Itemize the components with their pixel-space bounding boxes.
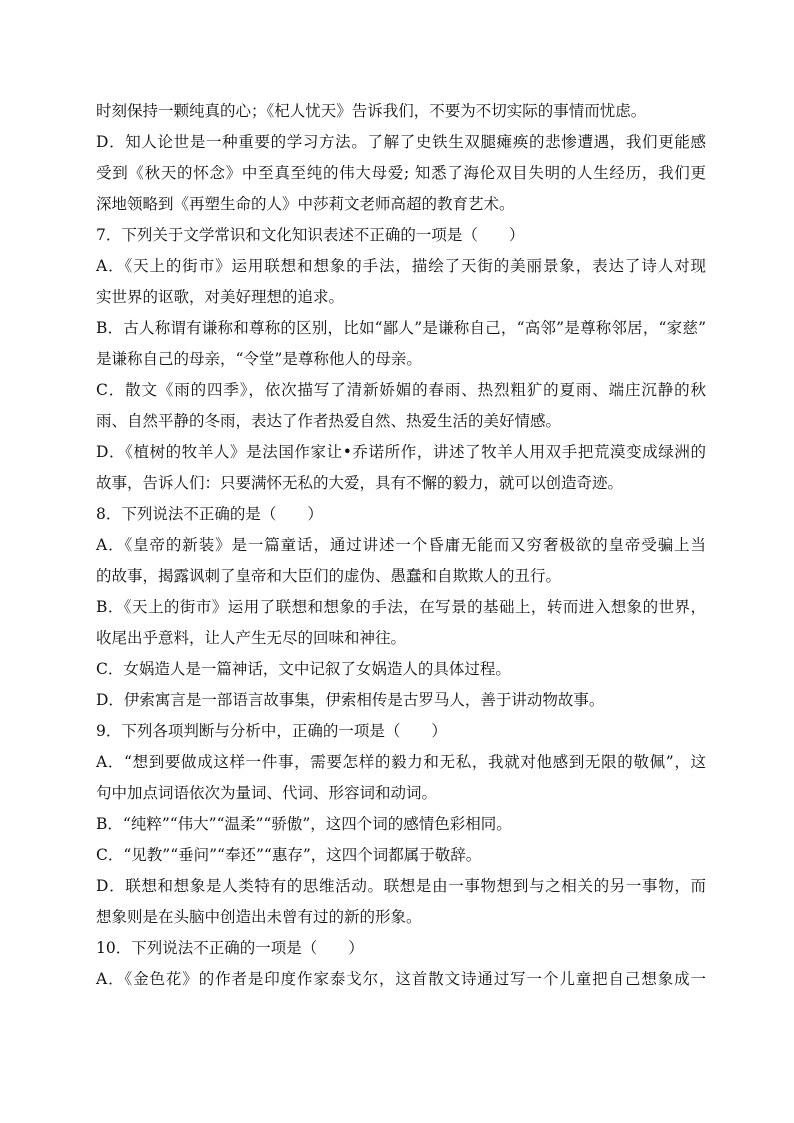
text-line: B．古人称谓有谦称和尊称的区别，比如“鄙人”是谦称自己，“高邻”是尊称邻居，“家慈” [96, 319, 706, 337]
text-line: 雨、自然平静的冬雨，表达了作者热爱自然、热爱生活的美好情感。 [96, 412, 562, 430]
question-10-stem: 10．下列说法不正确的一项是（ ） [96, 939, 364, 957]
text-line: A．《天上的街市》运用联想和想象的手法，描绘了天街的美丽景象，表达了诗人对现 [96, 257, 706, 275]
text-line: B．《天上的街市》运用了联想和想象的手法，在写景的基础上，转而进入想象的世界， [96, 598, 706, 616]
text-line: A．《金色花》的作者是印度作家泰戈尔，这首散文诗通过写一个儿童把自己想象成一 [96, 970, 706, 988]
text-line: 的故事，揭露讽刺了皇帝和大臣们的虚伪、愚蠢和自欺欺人的丑行。 [96, 567, 562, 585]
text-line: 收尾出乎意料，让人产生无尽的回味和神往。 [96, 629, 407, 647]
text-line: C．女娲造人是一篇神话，文中记叙了女娲造人的具体过程。 [96, 660, 511, 678]
document-body [96, 96, 706, 995]
text-line: 想象则是在头脑中创造出未曾有过的新的形象。 [96, 908, 422, 926]
text-line: D．联想和想象是人类特有的思维活动。联想是由一事物想到与之相关的另一事物，而 [96, 877, 706, 895]
text-line: 句中加点词语依次为量词、代词、形容词和动词。 [96, 784, 438, 802]
question-8-stem: 8．下列说法不正确的是（ ） [96, 505, 323, 523]
text-line: 故事，告诉人们：只要满怀无私的大爱，具有不懈的毅力，就可以创造奇迹。 [96, 474, 624, 492]
text-line: D．《植树的牧羊人》是法国作家让•乔诺所作，讲述了牧羊人用双手把荒漠变成绿洲的 [96, 443, 706, 461]
question-7-stem: 7．下列关于文学常识和文化知识表述不正确的一项是（ ） [96, 226, 525, 244]
text-line: 时刻保持一颗纯真的心；《杞人忧天》告诉我们，不要为不切实际的事情而忧虑。 [96, 102, 647, 120]
text-line: D．伊索寓言是一部语言故事集，伊索相传是古罗马人，善于讲动物故事。 [96, 691, 605, 709]
text-line: C．散文《雨的四季》，依次描写了清新娇媚的春雨、热烈粗犷的夏雨、端庄沉静的秋 [96, 381, 706, 399]
text-line: B．“纯粹”“伟大”“温柔”“骄傲”，这四个词的感情色彩相同。 [96, 815, 512, 833]
question-9-stem: 9．下列各项判断与分析中，正确的一项是（ ） [96, 722, 447, 740]
text-line: 受到《秋天的怀念》中至真至纯的伟大母爱; 知悉了海伦双目失明的人生经历，我们更 [96, 164, 706, 182]
text-line: 实世界的讴歌，对美好理想的追求。 [96, 288, 345, 306]
text-line: C．“见教”“垂问”“奉还”“惠存”，这四个词都属于敬辞。 [96, 846, 482, 864]
text-line: A．《皇帝的新装》是一篇童话，通过讲述一个昏庸无能而又穷奢极欲的皇帝受骗上当 [96, 536, 706, 554]
text-line: 是谦称自己的母亲，“令堂”是尊称他人的母亲。 [96, 350, 422, 368]
text-line: 深地领略到《再塑生命的人》中莎莉文老师高超的教育艺术。 [96, 195, 515, 213]
text-line: D．知人论世是一种重要的学习方法。了解了史铁生双腿瘫痪的悲惨遭遇，我们更能感 [96, 133, 706, 151]
text-line: A．“想到要做成这样一件事，需要怎样的毅力和无私，我就对他感到无限的敬佩”，这 [96, 753, 706, 771]
